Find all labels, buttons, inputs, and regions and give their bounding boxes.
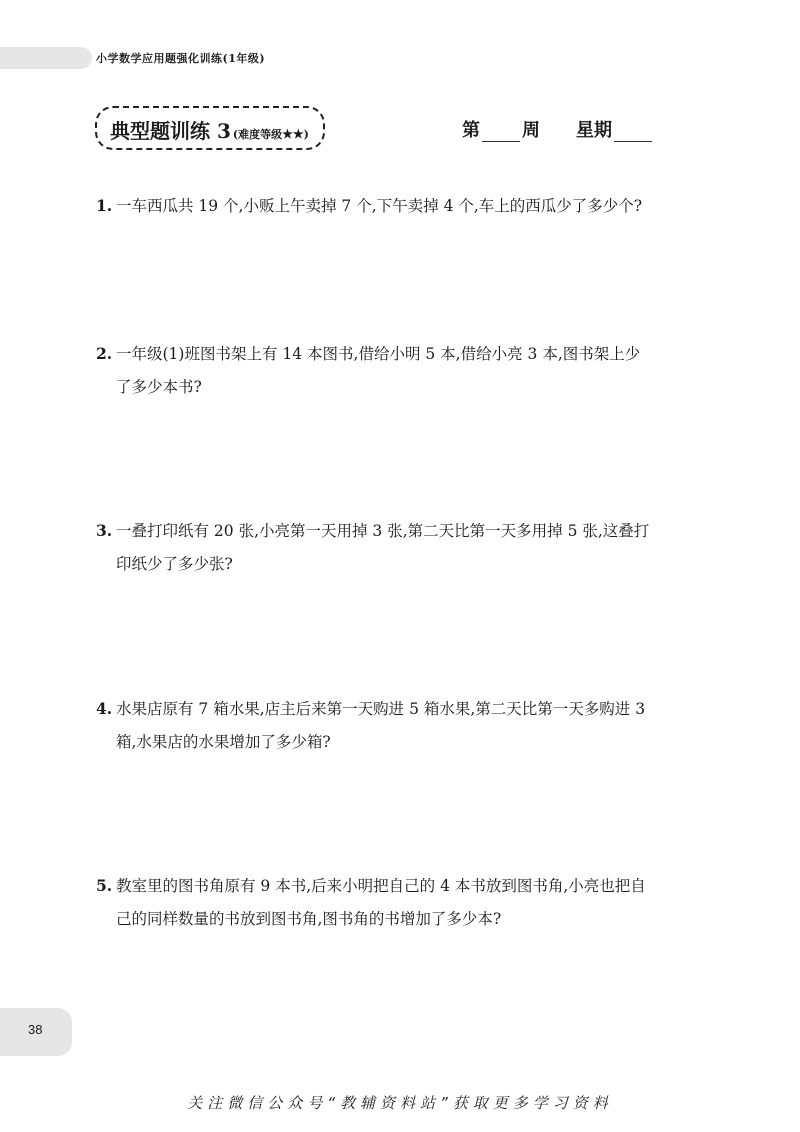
problem-text-continued: 印纸少了多少张? (116, 555, 233, 573)
problem-3 (96, 514, 726, 581)
header-band (0, 47, 92, 69)
problem-text: 教室里的图书角原有 9 本书,后来小明把自己的 4 本书放到图书角,小亮也把自 (116, 877, 646, 895)
problem-text-continued: 己的同样数量的书放到图书角,图书角的书增加了多少本? (116, 910, 502, 928)
problem-text: 一年级(1)班图书架上有 14 本图书,借给小明 5 本,借给小亮 3 本,图书架上少 (116, 345, 641, 363)
book-title: 小学数学应用题强化训练(1年级) (96, 52, 266, 65)
difficulty-label: (难度等级★★) (232, 127, 309, 141)
problem-5 (96, 869, 726, 936)
difficulty-stars: ★★ (282, 127, 304, 141)
problem-text: 水果店原有 7 箱水果,店主后来第一天购进 5 箱水果,第二天比第一天多购进 3 (116, 700, 646, 718)
problem-number: 3. (96, 521, 113, 540)
section-title (110, 115, 309, 144)
problem-text: 一车西瓜共 19 个,小贩上午卖掉 7 个,下午卖掉 4 个,车上的西瓜少了多少个? (116, 197, 643, 215)
problem-number: 4. (96, 699, 113, 718)
problem-2 (96, 337, 726, 404)
problem-1 (96, 189, 726, 223)
page-number: 38 (28, 1022, 43, 1037)
problem-text-continued: 箱,水果店的水果增加了多少箱? (116, 733, 331, 751)
week-blank[interactable] (482, 121, 520, 142)
week-suffix: 周 (522, 120, 540, 141)
week-prefix: 第 (462, 120, 480, 141)
problem-text: 一叠打印纸有 20 张,小亮第一天用掉 3 张,第二天比第一天多用掉 5 张,这叠打 (116, 522, 650, 540)
problem-text-continued: 了多少本书? (116, 378, 202, 396)
weekday-blank[interactable] (614, 121, 652, 142)
problem-4 (96, 692, 726, 759)
weekday-label: 星期 (576, 120, 612, 141)
date-fields (462, 116, 652, 142)
problem-number: 1. (96, 196, 113, 215)
footer-note: 关注微信公众号“教辅资料站”获取更多学习资料 (187, 1094, 613, 1112)
problem-number: 2. (96, 344, 113, 363)
section-title-text: 典型题训练 3 (110, 119, 231, 143)
problem-number: 5. (96, 876, 113, 895)
